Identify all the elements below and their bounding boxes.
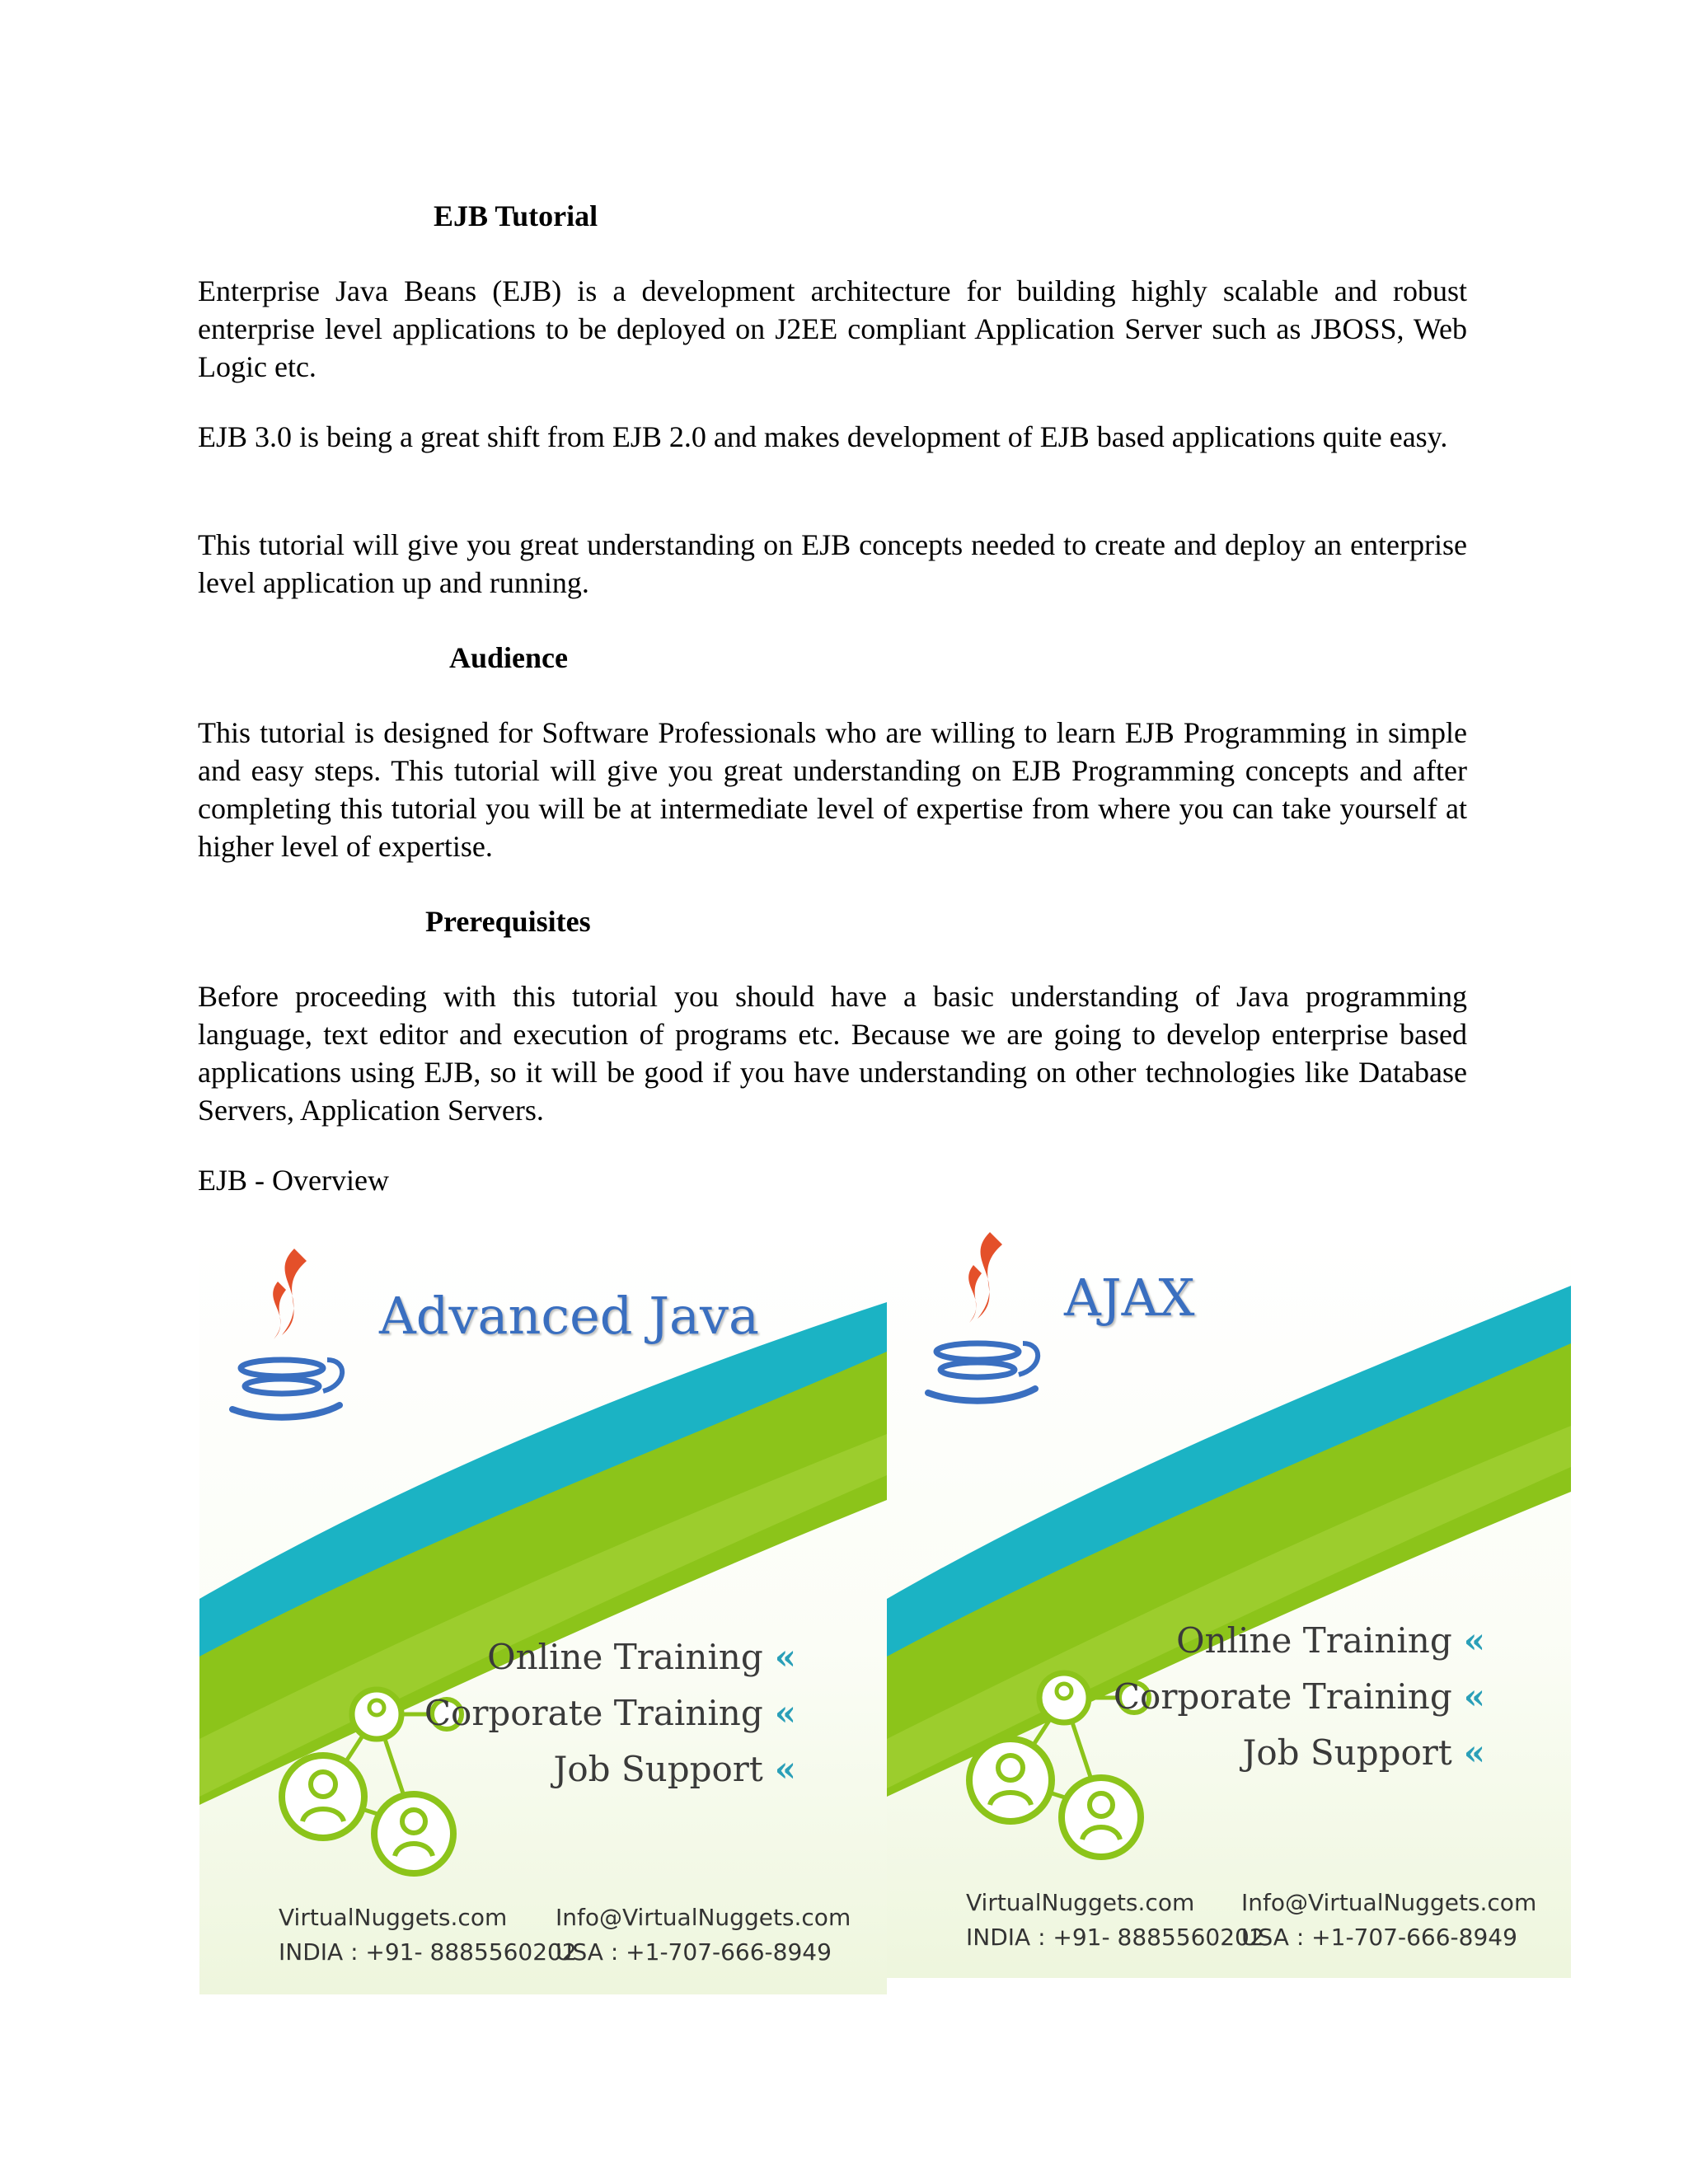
chevron-left-icon: «: [774, 1749, 796, 1789]
usa-phone-text: USA : +1-707-666-8949: [556, 1938, 832, 1966]
india-phone-text: INDIA : +91- 8885560202: [966, 1924, 1264, 1951]
chevron-left-icon: «: [1463, 1732, 1485, 1773]
intro-paragraph: Enterprise Java Beans (EJB) is a development architecture for building highly scalable and robust enterprise level applications to be deployed on J2EE compliant Application Server such as JBOSS, Web Logic etc.: [198, 274, 1467, 383]
ajax-banner: [887, 1228, 1571, 1978]
banner-title: Advanced Java: [379, 1286, 760, 1346]
shift-paragraph: EJB 3.0 is being a great shift from EJB 2.0 and makes development of EJB based applications quite easy.: [198, 420, 1448, 453]
audience-paragraph: This tutorial is designed for Software Professionals who are willing to learn EJB Programming in simple and easy steps. This tutorial will give you great understanding on EJB Programming concepts and after completing this tutorial you will be at intermediate level of expertise from where you can take yourself at higher level of expertise.: [198, 716, 1467, 863]
website-text: VirtualNuggets.com: [966, 1889, 1195, 1916]
java-logo-icon: [216, 1244, 356, 1434]
service-corporate-training: Corporate Training «: [424, 1693, 796, 1733]
prerequisites-paragraph: Before proceeding with this tutorial you should have a basic understanding of Java programming language, text editor and execution of programs etc. Because we are going to develop enterprise based applications using EJB, so it will be good if you have understanding on other technologies like Database Servers, Application Servers.: [198, 980, 1467, 1127]
service-job-support: Job Support «: [553, 1749, 796, 1789]
goal-paragraph: This tutorial will give you great understanding on EJB concepts needed to create and deploy an enterprise level application up and running.: [198, 528, 1467, 599]
service-corporate-training: Corporate Training «: [1113, 1676, 1485, 1717]
india-phone-text: INDIA : +91- 8885560202: [279, 1938, 577, 1966]
chevron-left-icon: «: [1463, 1620, 1485, 1661]
service-online-training: Online Training «: [487, 1637, 796, 1677]
prerequisites-heading: Prerequisites: [425, 905, 591, 938]
advanced-java-banner: [199, 1228, 887, 1994]
java-logo-icon: [912, 1228, 1052, 1418]
audience-heading: Audience: [449, 641, 568, 674]
email-text: Info@VirtualNuggets.com: [1241, 1889, 1537, 1916]
chevron-left-icon: «: [774, 1693, 796, 1733]
service-job-support: Job Support «: [1242, 1732, 1485, 1773]
email-text: Info@VirtualNuggets.com: [556, 1904, 851, 1931]
usa-phone-text: USA : +1-707-666-8949: [1241, 1924, 1517, 1951]
chevron-left-icon: «: [774, 1637, 796, 1677]
page-title: EJB Tutorial: [434, 199, 598, 232]
website-text: VirtualNuggets.com: [279, 1904, 508, 1931]
overview-label: EJB - Overview: [198, 1164, 389, 1197]
service-online-training: Online Training «: [1176, 1620, 1485, 1661]
banner-title: AJAX: [1064, 1268, 1195, 1328]
chevron-left-icon: «: [1463, 1676, 1485, 1717]
